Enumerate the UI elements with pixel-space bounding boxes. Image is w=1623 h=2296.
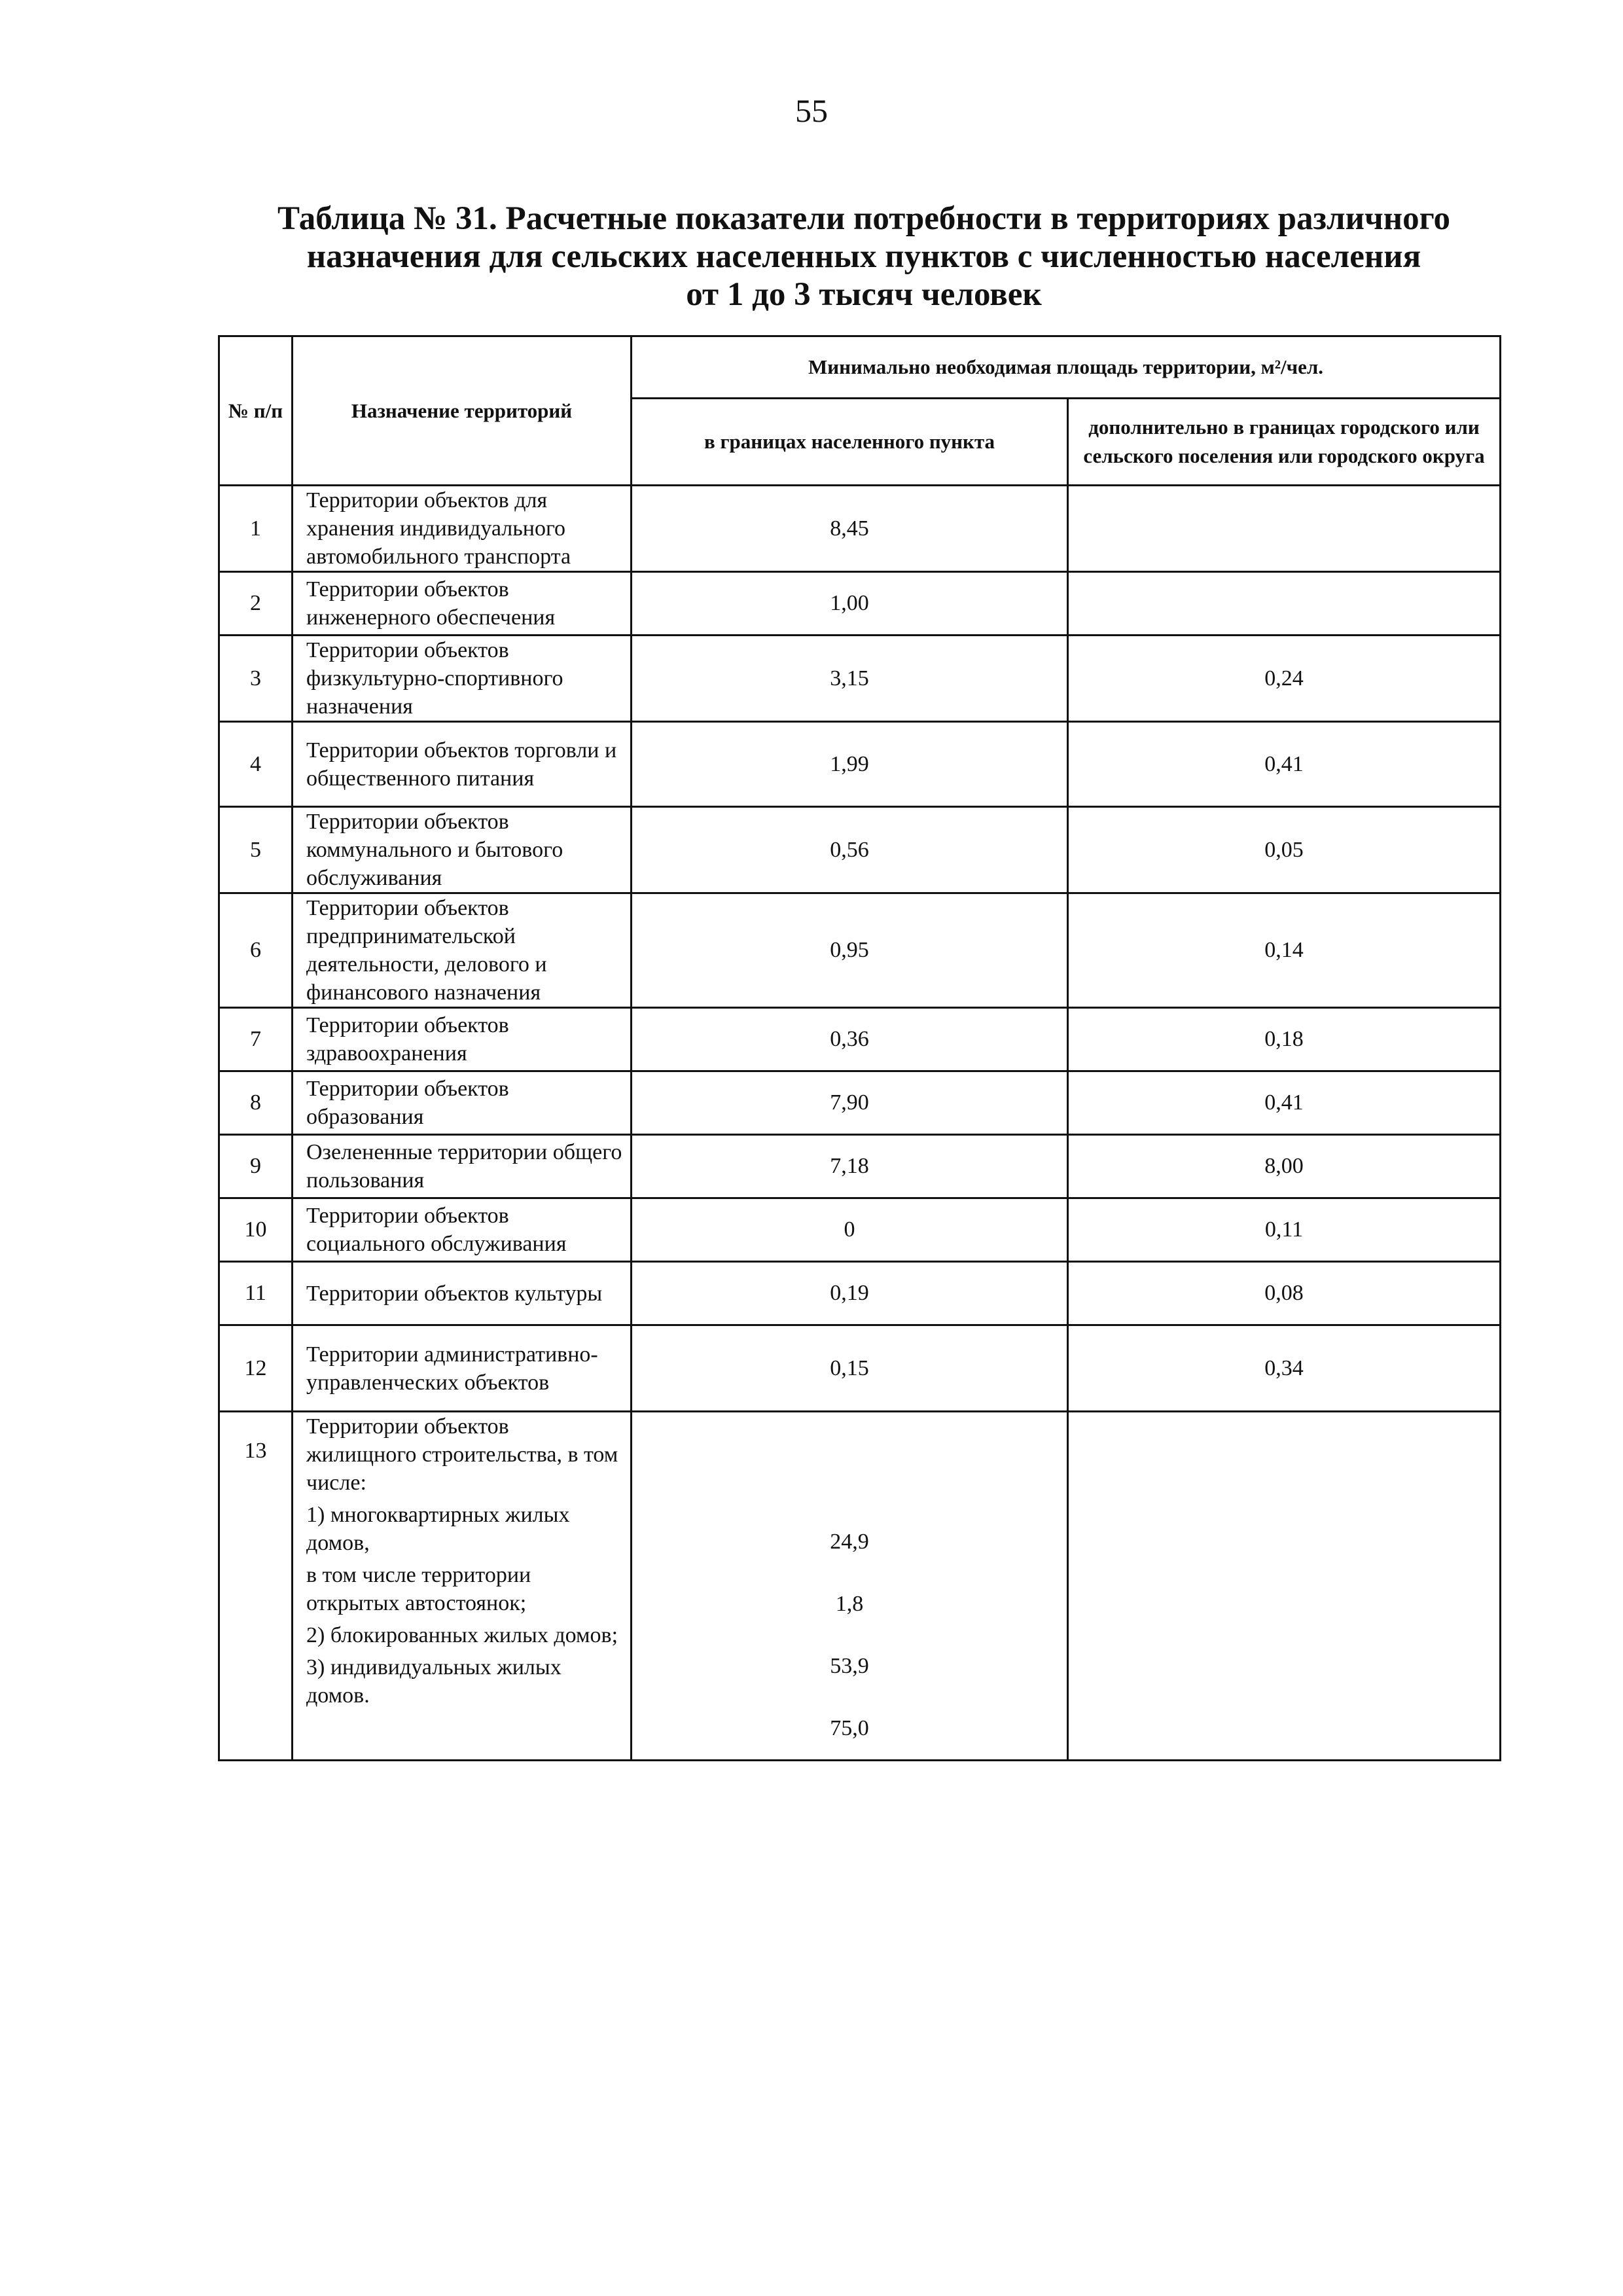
row-purpose: Территории объектов здравоохранения (293, 1008, 632, 1071)
table-row (219, 486, 1501, 572)
row-additional (1068, 1412, 1501, 1761)
row-number: 13 (219, 1412, 293, 1761)
table-title (249, 200, 1479, 314)
subitem-value: 75,0 (830, 1716, 869, 1740)
purpose-subitem: 2) блокированных жилых домов; (306, 1623, 618, 1647)
row-within-settlement: 0,95 (632, 893, 1068, 1008)
header-purpose: Назначение территорий (293, 336, 632, 486)
title-line: назначения для сельских населенных пунктов с численностью населения (306, 238, 1421, 275)
row-within-settlement: 1,00 (632, 572, 1068, 636)
table-row (219, 1325, 1501, 1412)
row-additional: 0,18 (1068, 1008, 1501, 1071)
table-row (219, 1262, 1501, 1325)
row-purpose: Территории объектов инженерного обеспечения (293, 572, 632, 636)
row-within-settlement: 3,15 (632, 636, 1068, 722)
row-number: 3 (219, 636, 293, 722)
table-body (219, 486, 1501, 1761)
purpose-subitem: в том числе территории открытых автостоянок; (306, 1563, 531, 1615)
row-within-settlement: 0,36 (632, 1008, 1068, 1071)
row-within-settlement: 0 (632, 1198, 1068, 1262)
table-row (219, 722, 1501, 807)
norms-table (218, 335, 1501, 1761)
title-line: Таблица № 31. Расчетные показатели потребности в территориях различного (277, 200, 1451, 237)
row-number: 1 (219, 486, 293, 572)
row-additional: 8,00 (1068, 1135, 1501, 1198)
row-purpose: Территории объектов культуры (293, 1262, 632, 1325)
row-within-settlement: 0,56 (632, 807, 1068, 893)
row-number: 7 (219, 1008, 293, 1071)
row-purpose: Территории объектов социального обслуживания (293, 1198, 632, 1262)
row-additional: 0,41 (1068, 1071, 1501, 1135)
purpose-subitem: 1) многоквартирных жилых домов, (306, 1503, 570, 1555)
table-row (219, 807, 1501, 893)
table-row (219, 1135, 1501, 1198)
header-additional: дополнительно в границах городского или сельского поселения или городского округа (1068, 399, 1501, 486)
row-purpose: Территории объектов торговли и общественного питания (293, 722, 632, 807)
row-additional (1068, 572, 1501, 636)
row-purpose: Территории административно-управленческих объектов (293, 1325, 632, 1412)
row-additional (1068, 486, 1501, 572)
table-row (219, 1198, 1501, 1262)
table-row (219, 636, 1501, 722)
row-number: 10 (219, 1198, 293, 1262)
row-within-settlement: 7,18 (632, 1135, 1068, 1198)
row-within-settlement: 7,90 (632, 1071, 1068, 1135)
row-within-settlement: 8,45 (632, 486, 1068, 572)
header-num: № п/п (219, 336, 293, 486)
header-within-settlement: в границах населенного пункта (632, 399, 1068, 486)
row-number: 8 (219, 1071, 293, 1135)
row-number: 12 (219, 1325, 293, 1412)
row-purpose: Озелененные территории общего пользования (293, 1135, 632, 1198)
row-additional: 0,08 (1068, 1262, 1501, 1325)
subitem-value: 24,9 (830, 1530, 869, 1554)
row-additional: 0,14 (1068, 893, 1501, 1008)
row-within-settlement: 1,99 (632, 722, 1068, 807)
row-additional: 0,11 (1068, 1198, 1501, 1262)
row-additional: 0,24 (1068, 636, 1501, 722)
table-row (219, 572, 1501, 636)
table-row (219, 1008, 1501, 1071)
row-number: 5 (219, 807, 293, 893)
purpose-subitem: 3) индивидуальных жилых домов. (306, 1655, 562, 1708)
table-row (219, 1071, 1501, 1135)
row-within-settlement: 0,19 (632, 1262, 1068, 1325)
row-additional: 0,05 (1068, 807, 1501, 893)
row-purpose: Территории объектов для хранения индивидуального автомобильного транспорта (293, 486, 632, 572)
row-additional: 0,34 (1068, 1325, 1501, 1412)
header-min-area: Минимально необходимая площадь территории, м²/чел. (632, 336, 1501, 399)
row-number: 2 (219, 572, 293, 636)
row-purpose: Территории объектов предпринимательской деятельности, делового и финансового назначения (293, 893, 632, 1008)
row-additional: 0,41 (1068, 722, 1501, 807)
page-number: 55 (795, 92, 828, 129)
row-number: 11 (219, 1262, 293, 1325)
row-within-settlement: 0,15 (632, 1325, 1068, 1412)
subitem-value: 53,9 (830, 1654, 869, 1678)
row-within-settlement (632, 1412, 1068, 1761)
row-number: 4 (219, 722, 293, 807)
title-line: от 1 до 3 тысяч человек (686, 276, 1042, 313)
row-purpose: Территории объектов физкультурно-спортивного назначения (293, 636, 632, 722)
subitem-value: 1,8 (835, 1592, 864, 1616)
row-number: 9 (219, 1135, 293, 1198)
row-purpose: Территории объектов образования (293, 1071, 632, 1135)
row-purpose (293, 1412, 632, 1761)
purpose-intro: Территории объектов жилищного строительства, в том числе: (306, 1414, 618, 1495)
table-row (219, 893, 1501, 1008)
table-row (219, 1412, 1501, 1761)
row-purpose: Территории объектов коммунального и бытового обслуживания (293, 807, 632, 893)
row-number: 6 (219, 893, 293, 1008)
